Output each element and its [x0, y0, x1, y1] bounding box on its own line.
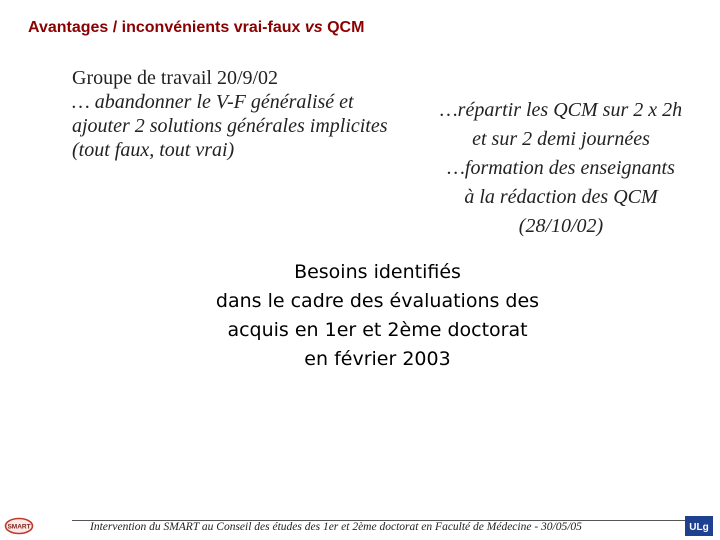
needs-line: en février 2003 — [304, 348, 451, 370]
footer-text: Intervention du SMART au Conseil des études des 1er et 2ème doctorat en Faculté de Médecine - 30/05/05 — [90, 521, 582, 533]
smart-logo-text: SMART — [7, 523, 31, 531]
needs-line: acquis en 1er et 2ème doctorat — [227, 319, 528, 341]
working-group-heading: Groupe de travail 20/9/02 — [72, 67, 279, 89]
working-group-note — [72, 66, 402, 162]
slide-title-vs: vs — [304, 19, 323, 36]
ulg-logo-text: ULg — [689, 522, 709, 533]
decision-line: à la rédaction des QCM — [464, 186, 658, 208]
ulg-logo — [684, 515, 714, 537]
slide-title-prefix: Avantages / inconvénients vrai-faux — [28, 19, 305, 36]
slide-title-suffix: QCM — [322, 19, 365, 36]
needs-line: dans le cadre des évaluations des — [215, 290, 540, 312]
working-group-text: … abandonner le V-F généralisé et ajouter 2 solutions générales implicites (tout faux, tout vrai) — [72, 91, 388, 161]
decision-line: et sur 2 demi journées — [472, 128, 650, 150]
decision-notes — [405, 96, 717, 241]
slide-title — [28, 19, 364, 37]
smart-logo — [4, 517, 34, 535]
needs-line: Besoins identifiés — [294, 261, 461, 283]
decision-line: (28/10/02) — [518, 215, 604, 237]
decision-line: …répartir les QCM sur 2 x 2h — [439, 99, 683, 121]
needs-statement — [140, 258, 615, 374]
decision-line: …formation des enseignants — [447, 157, 675, 179]
